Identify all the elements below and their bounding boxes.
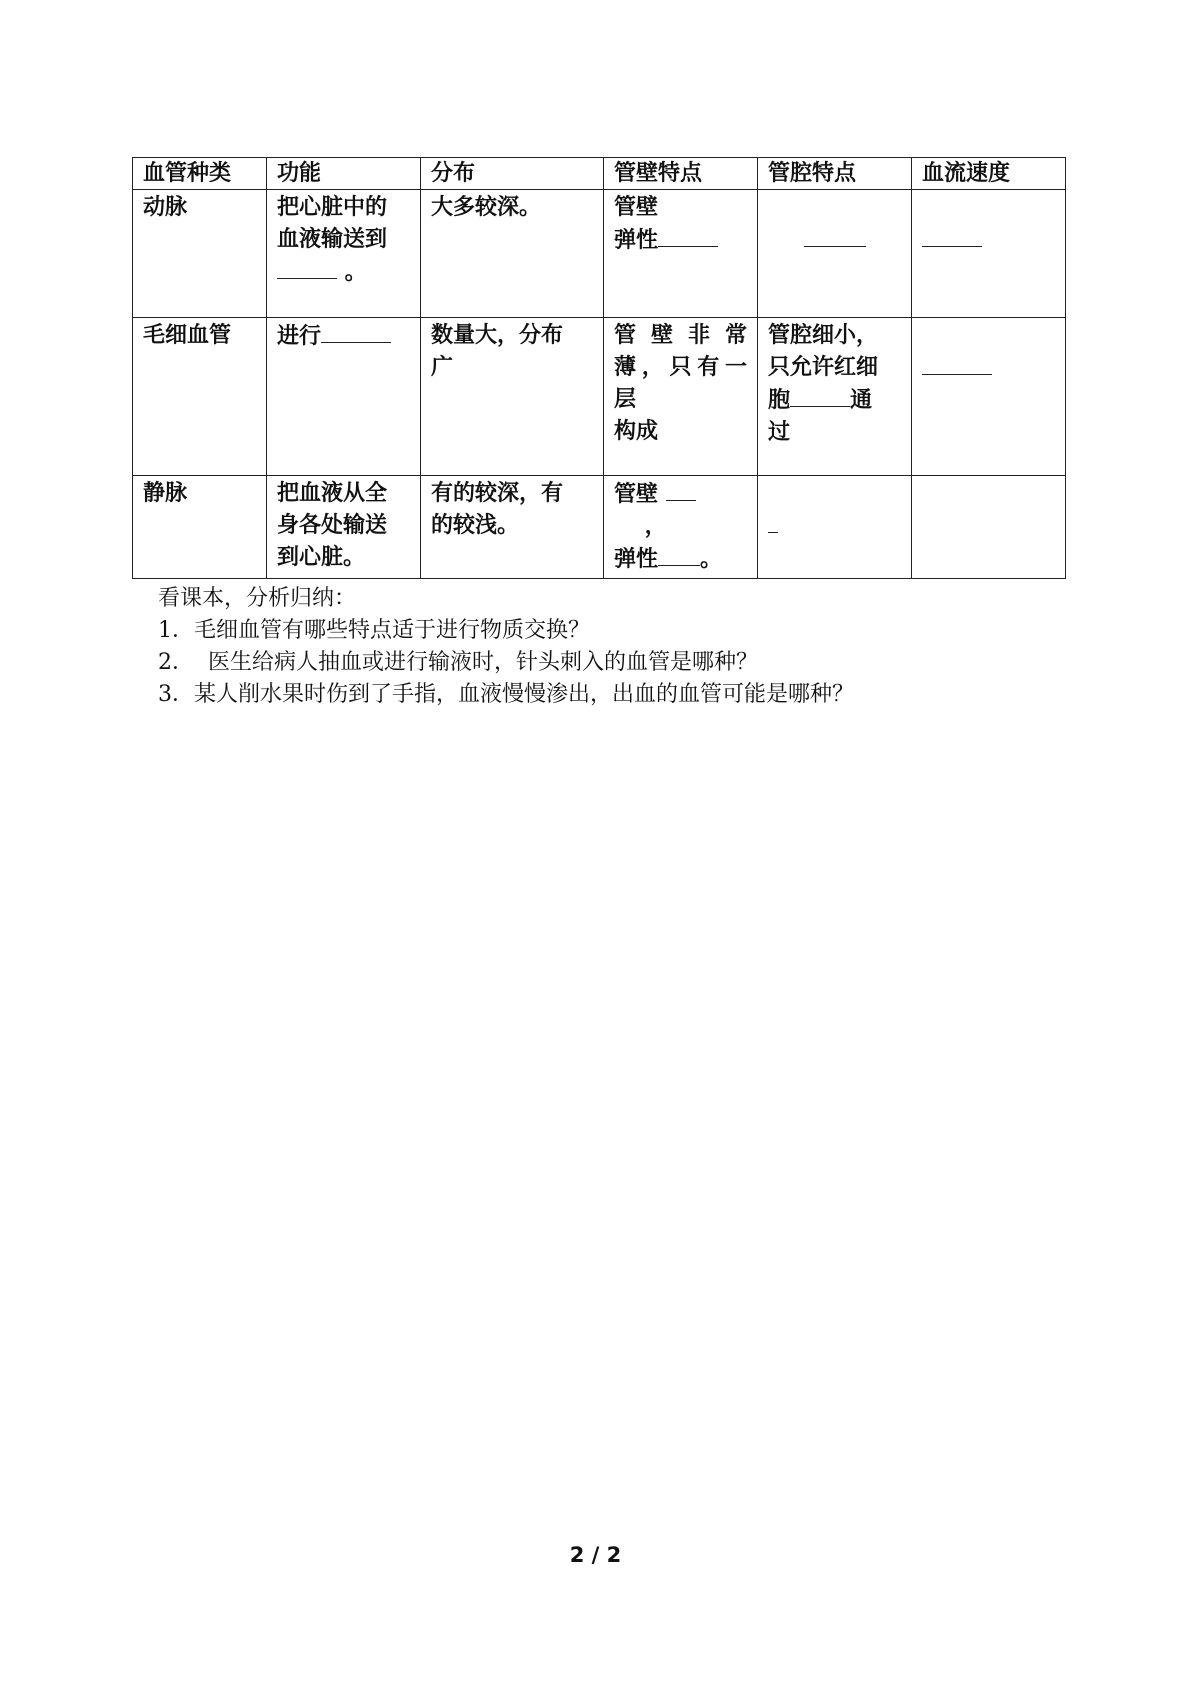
header-distribution: 分布 [421,158,604,190]
capillary-lumen-pass-word: 通 [850,388,873,413]
vein-distribution-line-2: 的较浅。 [431,513,520,538]
vein-type: 静脉 [143,481,188,506]
capillary-lumen-line-4: 过 [768,420,791,445]
vein-lumen-blank[interactable] [768,510,778,533]
artery-wall-cell [604,190,758,318]
capillary-type: 毛细血管 [143,323,232,348]
capillary-distribution-cell [421,318,604,476]
question-3: 3．某人削水果时伤到了手指，血液慢慢渗出，出血的血管可能是哪种？ [158,682,854,707]
vein-wall-blank[interactable] [666,478,696,501]
analysis-notes [158,583,854,711]
capillary-wall-line-4: 构成 [614,419,659,444]
vein-wall-comma: ， [644,514,667,539]
artery-distribution: 大多较深。 [431,195,542,220]
vein-function-cell [267,476,421,579]
capillary-lumen-line-1: 管腔细小， [768,323,879,348]
vein-type-cell [133,476,267,579]
vein-wall-cell [604,476,758,579]
table-row-artery [133,190,1066,318]
question-1: 1．毛细血管有哪些特点适于进行物质交换？ [158,618,590,643]
capillary-type-cell [133,318,267,476]
artery-type-cell [133,190,267,318]
artery-function-period: 。 [344,260,367,285]
vein-speed-cell [912,476,1066,579]
vein-distribution-line-1: 有的较深，有 [431,481,564,506]
vein-distribution-cell [421,476,604,579]
artery-lumen-line [768,224,901,257]
vein-wall-line-2 [614,543,747,576]
vein-elasticity-blank[interactable] [658,543,700,566]
capillary-function-blank[interactable] [321,320,391,343]
artery-elasticity-label: 弹性 [614,228,659,253]
artery-wall-line-1: 管壁 [614,195,659,220]
artery-wall-line-2 [614,224,747,257]
capillary-function-cell [267,318,421,476]
vein-wall-line-1 [614,478,747,543]
capillary-wall-line-2: 薄，只有一 [614,355,747,380]
question-2: 2． 医生给病人抽血或进行输液时，针头刺入的血管是哪种？ [158,650,758,675]
capillary-speed-cell [912,318,1066,476]
vein-lumen-cell [758,476,912,579]
vein-function-line-3: 到心脏。 [277,545,366,570]
capillary-wall-cell [604,318,758,476]
artery-lumen-cell [758,190,912,318]
artery-type: 动脉 [143,195,188,220]
artery-destination-blank[interactable] [277,256,337,279]
vein-elasticity-label: 弹性 [614,547,659,572]
artery-function-line-2: 血液输送到 [277,227,388,252]
capillary-speed-blank[interactable] [922,352,992,375]
header-flow-speed: 血流速度 [912,158,1066,190]
artery-speed-blank[interactable] [922,224,982,247]
header-lumen: 管腔特点 [758,158,912,190]
capillary-lumen-cell-word: 胞 [768,388,791,413]
capillary-lumen-line-3 [768,384,901,417]
vein-lumen-line [768,510,901,543]
capillary-lumen-line-2: 只允许红细 [768,355,879,380]
blood-vessel-table [132,157,1066,579]
capillary-function-label: 进行 [277,324,322,349]
page-number: 2 / 2 [569,1543,622,1567]
capillary-speed-line [922,352,1055,385]
vein-wall-label: 管壁 [614,482,659,507]
header-function: 功能 [267,158,421,190]
artery-distribution-cell [421,190,604,318]
capillary-distribution-line-1: 数量大，分布 [431,323,564,348]
capillary-lumen-blank[interactable] [790,384,850,407]
table-header-row [133,158,1066,190]
vein-function-line-2: 身各处输送 [277,513,388,538]
artery-lumen-blank[interactable] [804,224,866,247]
header-wall: 管壁特点 [604,158,758,190]
artery-function-cell [267,190,421,318]
artery-function-line-1: 把心脏中的 [277,195,388,220]
vein-elasticity-period: 。 [700,547,723,572]
table-row-vein [133,476,1066,579]
notes-intro: 看课本，分析归纳： [158,586,357,611]
capillary-distribution-line-2: 广 [431,355,454,380]
artery-speed-cell [912,190,1066,318]
vein-function-line-1: 把血液从全 [277,481,388,506]
artery-speed-line [922,224,1055,257]
capillary-wall-line-1: 管壁非常 [614,323,747,348]
table-row-capillary [133,318,1066,476]
artery-elasticity-blank[interactable] [658,224,718,247]
capillary-wall-line-3: 层 [614,387,637,412]
header-vessel-type: 血管种类 [133,158,267,190]
artery-function-line-3 [277,256,410,289]
capillary-lumen-cell [758,318,912,476]
